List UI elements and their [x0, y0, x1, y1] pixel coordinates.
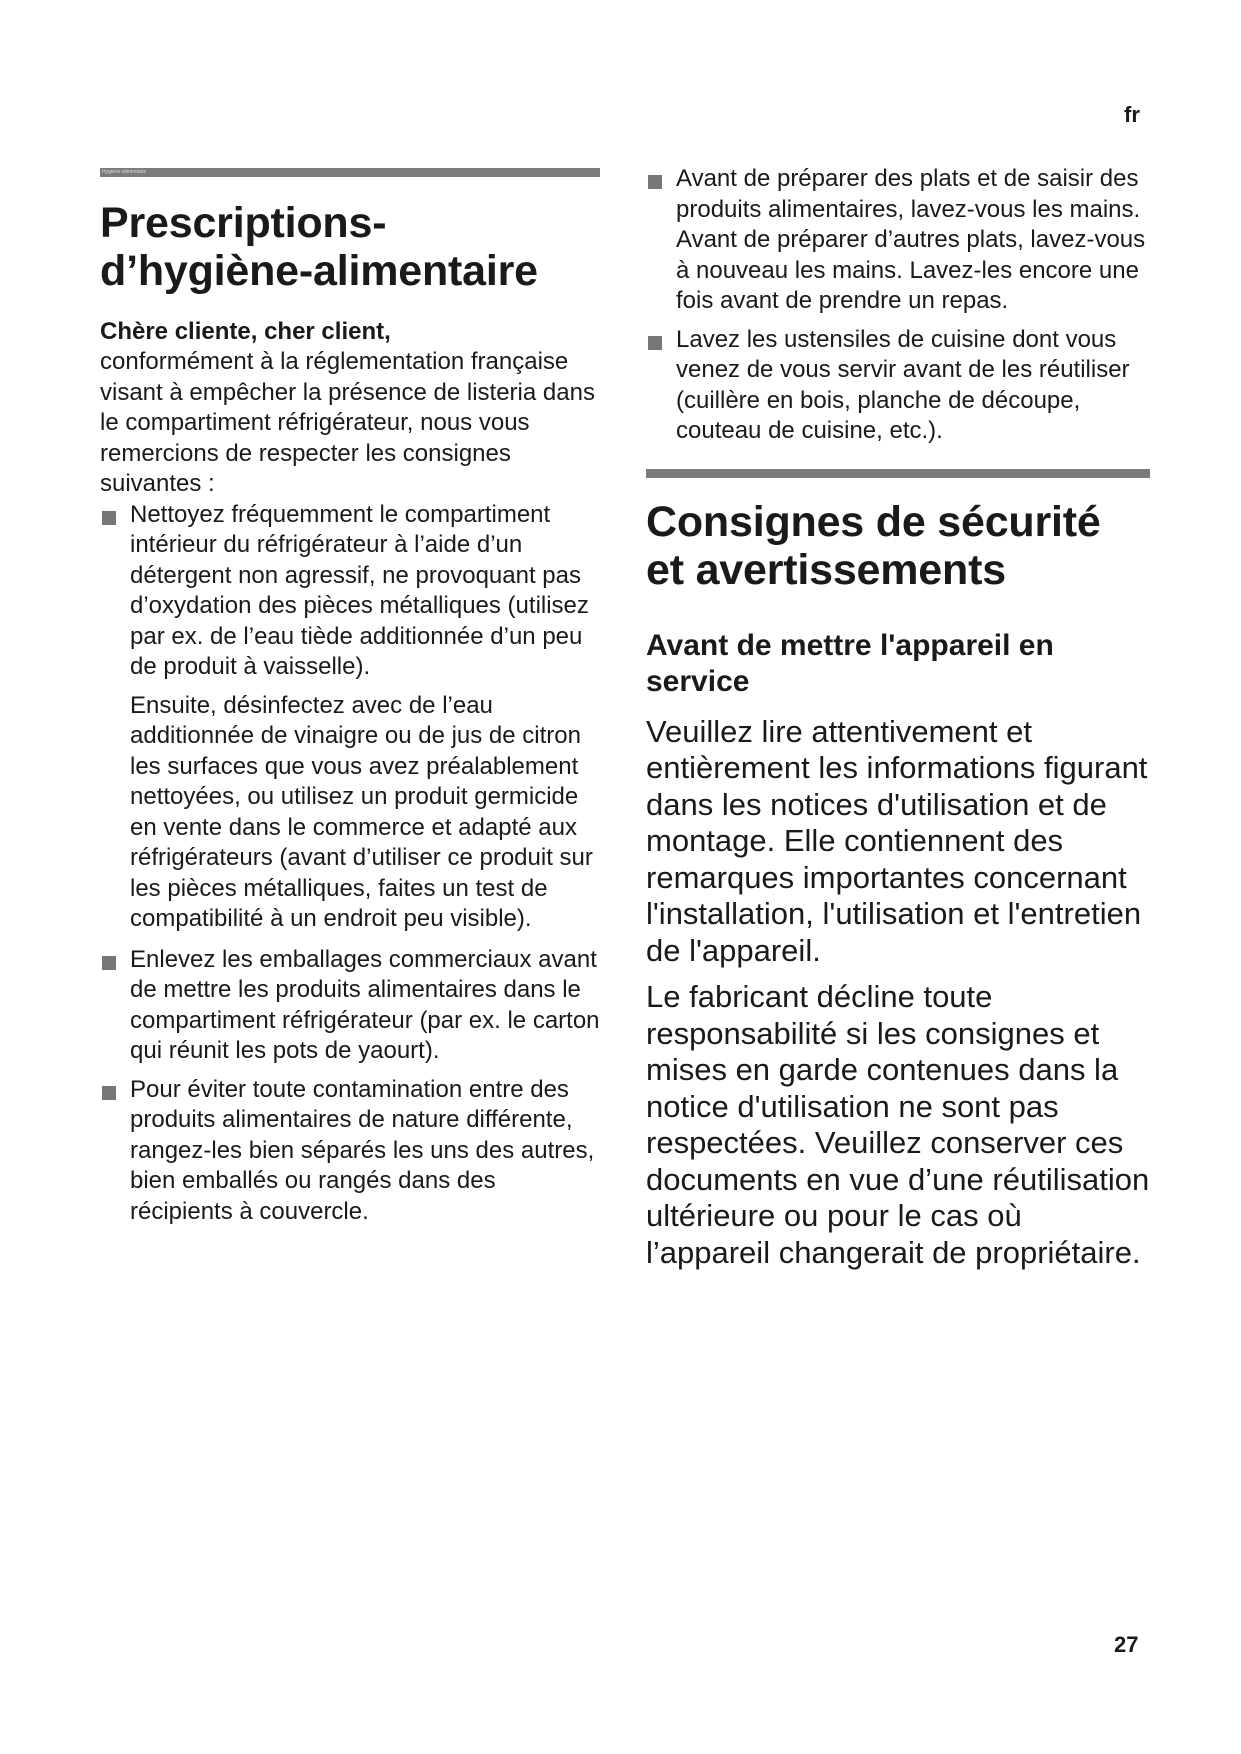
list-item-text: Lavez les ustensiles de cuisine dont vous venez de vous servir avant de les réutiliser (cuillère en bois, planche de découpe, couteau de cuisine, etc.).: [676, 325, 1130, 444]
list-item-text: Pour éviter toute contamination entre des produits alimentaires de nature différente, rangez-les bien séparés les uns des autres, bien emballés ou rangés dans des récipients à couvercle.: [130, 1075, 595, 1225]
section-title: [646, 498, 1150, 594]
safety-paragraph-2: Le fabricant décline toute responsabilité si les consignes et mises en garde contenues dans la notice d'utilisation ne sont pas respectées. Veuillez conserver ces documents en vue d’une réutilisation ultérieure ou pour le cas où l’appareil changerait de propriétaire.: [646, 979, 1150, 1270]
bullet-square-icon: [102, 956, 116, 970]
bullet-square-icon: [102, 511, 116, 525]
list-item: [100, 1075, 600, 1228]
intro-paragraph: conformément à la réglementation française visant à empêcher la présence de listeria dans le compartiment réfrigérateur, nous vous remercions de respecter les consignes suivantes :: [100, 348, 595, 497]
title-line-1: Consignes de sécurité: [646, 497, 1101, 546]
salutation: Chère cliente, cher client,: [100, 318, 391, 345]
list-item: [646, 325, 1150, 447]
list-item: [100, 500, 600, 683]
safety-paragraph-1: Veuillez lire attentivement et entièrement les informations figurant dans les notices d'utilisation et de montage. Elle contiennent des remarques importantes concernant l'installation, l'utilisation et l'entretien de l'appareil.: [646, 713, 1148, 968]
hygiene-list: [100, 500, 600, 683]
page-title: [100, 199, 600, 295]
subheading: Avant de mettre l'appareil en service: [646, 628, 1054, 698]
title-line-1: Prescriptions-: [100, 199, 387, 247]
bullet-square-icon: [102, 1086, 116, 1100]
list-item: [100, 945, 600, 1067]
hygiene-list-right: [646, 164, 1150, 447]
page-number: 27: [1114, 1632, 1139, 1657]
section-rule: [646, 469, 1150, 478]
bullet-square-icon: [648, 336, 662, 350]
hygiene-list-cont: [100, 945, 600, 1228]
section-rule: [100, 168, 600, 177]
title-line-2: et avertissements: [646, 545, 1006, 594]
list-item-text: Nettoyez fréquemment le compartiment intérieur du réfrigérateur à l’aide d’un détergent non agressif, ne provoquant pas d’oxydation des pièces métalliques (utilisez par ex. de l’eau tiède additionnée d’un peu de produit à vaisselle).: [130, 500, 589, 680]
list-item-followup: Ensuite, désinfectez avec de l’eau additionnée de vinaigre ou de jus de citron les surfaces que vous avez préalablement nettoyées, ou utilisez un produit germicide en vente dans le commerce et adapté aux réfrigérateurs (avant d’utiliser ce produit sur les pièces métalliques, faites un test de compatibilité à un endroit peu visible).: [130, 691, 593, 932]
list-item-text: Enlevez les emballages commerciaux avant de mettre les produits alimentaires dans le compartiment réfrigérateur (par ex. le carton qui réunit les pots de yaourt).: [130, 945, 600, 1064]
language-code: fr: [1124, 102, 1140, 127]
right-column: [646, 164, 1150, 1271]
section-tag: Hygiène alimentaire: [102, 169, 147, 175]
list-item-text: Avant de préparer des plats et de saisir des produits alimentaires, lavez-vous les mains. Avant de préparer d’autres plats, lavez-vous à nouveau les mains. Lavez-les encore une fois avant de prendre un repas.: [676, 165, 1146, 314]
bullet-square-icon: [648, 175, 662, 189]
title-line-2: d’hygiène-alimentaire: [100, 247, 538, 295]
left-column: [100, 168, 600, 1235]
list-item: [646, 164, 1150, 317]
